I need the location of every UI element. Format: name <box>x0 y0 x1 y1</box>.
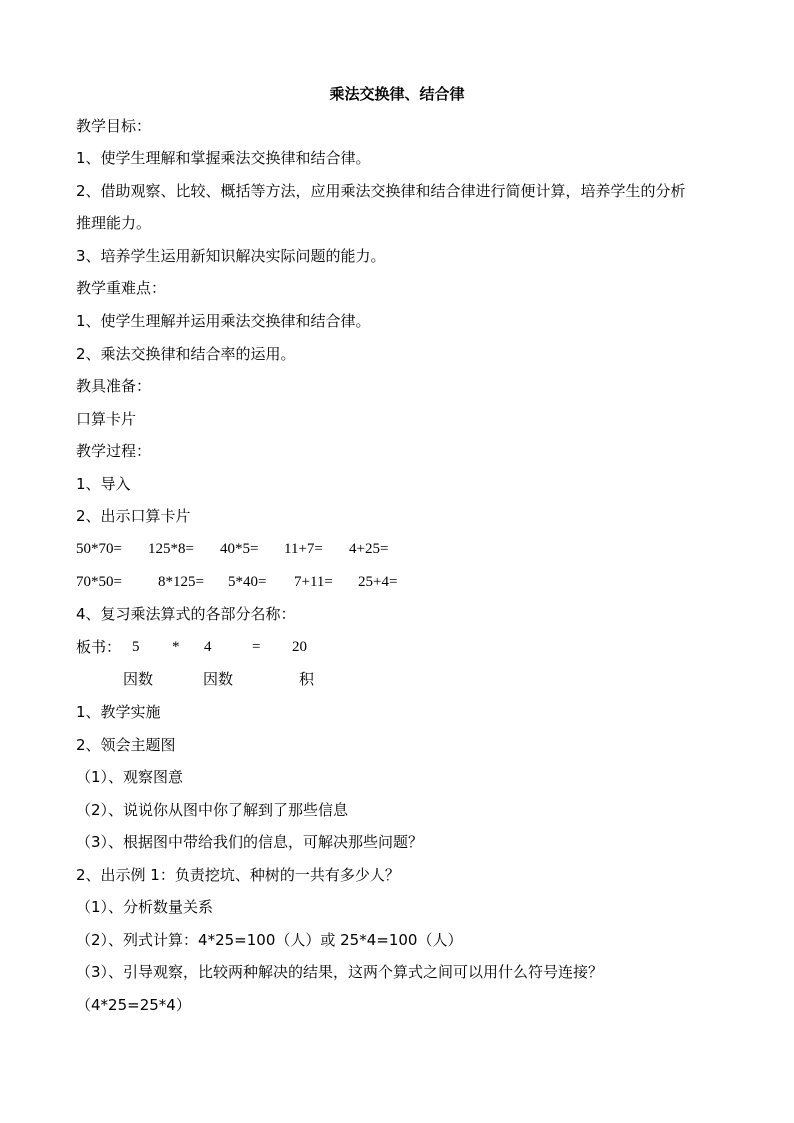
text-line: 2、出示例 1：负责挖坑、种树的一共有多少人？ <box>76 866 400 884</box>
card-item: 50*70= <box>76 541 122 557</box>
text-line: 1、使学生理解并运用乘法交换律和结合律。 <box>76 312 371 330</box>
text-line: 教学过程： <box>76 442 152 460</box>
text-line: 教学重难点： <box>76 279 167 297</box>
card-item: 125*8= <box>148 541 194 557</box>
board-label: 板书： <box>76 638 122 656</box>
text-line: 口算卡片 <box>76 410 137 428</box>
text-line: 3、培养学生运用新知识解决实际问题的能力。 <box>76 247 386 265</box>
text-line: 1、教学实施 <box>76 703 161 721</box>
card-item: 5*40= <box>228 574 267 590</box>
board-equals: = <box>252 639 261 655</box>
card-item: 11+7= <box>284 541 323 557</box>
board-factor-a: 5 <box>132 639 140 655</box>
text-line: 2、乘法交换律和结合率的运用。 <box>76 345 296 363</box>
text-line: （2）、说说你从图中你了解到了那些信息 <box>76 801 349 819</box>
card-item: 70*50= <box>76 574 122 590</box>
text-line: （2）、列式计算：4*25=100（人）或 25*4=100（人） <box>76 931 463 949</box>
text-line: （3）、根据图中带给我们的信息，可解决那些问题？ <box>76 833 424 851</box>
text-line: 4、复习乘法算式的各部分名称： <box>76 605 296 623</box>
board-operator: * <box>172 639 180 655</box>
text-line: （4*25=25*4） <box>76 996 191 1014</box>
board-result: 20 <box>292 639 307 655</box>
page-title: 乘法交换律、结合律 <box>329 85 465 103</box>
card-item: 8*125= <box>158 574 204 590</box>
card-item: 7+11= <box>294 574 333 590</box>
text-line: （1）、观察图意 <box>76 768 184 786</box>
text-line: （3）、引导观察，比较两种解决的结果，这两个算式之间可以用什么符号连接？ <box>76 963 604 981</box>
board-name-factor2: 因数 <box>203 670 234 688</box>
board-name-factor1: 因数 <box>123 670 154 688</box>
card-item: 25+4= <box>358 574 398 590</box>
card-item: 4+25= <box>349 541 389 557</box>
text-line: 2、借助观察、比较、概括等方法，应用乘法交换律和结合律进行简便计算，培养学生的分析 <box>76 182 686 200</box>
board-factor-b: 4 <box>204 639 212 655</box>
text-line: 教学目标： <box>76 117 152 135</box>
text-line: 1、使学生理解和掌握乘法交换律和结合律。 <box>76 149 371 167</box>
text-line: 推理能力。 <box>76 214 152 232</box>
card-item: 40*5= <box>220 541 259 557</box>
text-line: 2、领会主题图 <box>76 736 176 754</box>
text-line: 1、导入 <box>76 475 131 493</box>
board-name-product: 积 <box>299 670 315 688</box>
text-line: （1）、分析数量关系 <box>76 898 214 916</box>
text-line: 2、出示口算卡片 <box>76 507 191 525</box>
text-line: 教具准备： <box>76 377 152 395</box>
